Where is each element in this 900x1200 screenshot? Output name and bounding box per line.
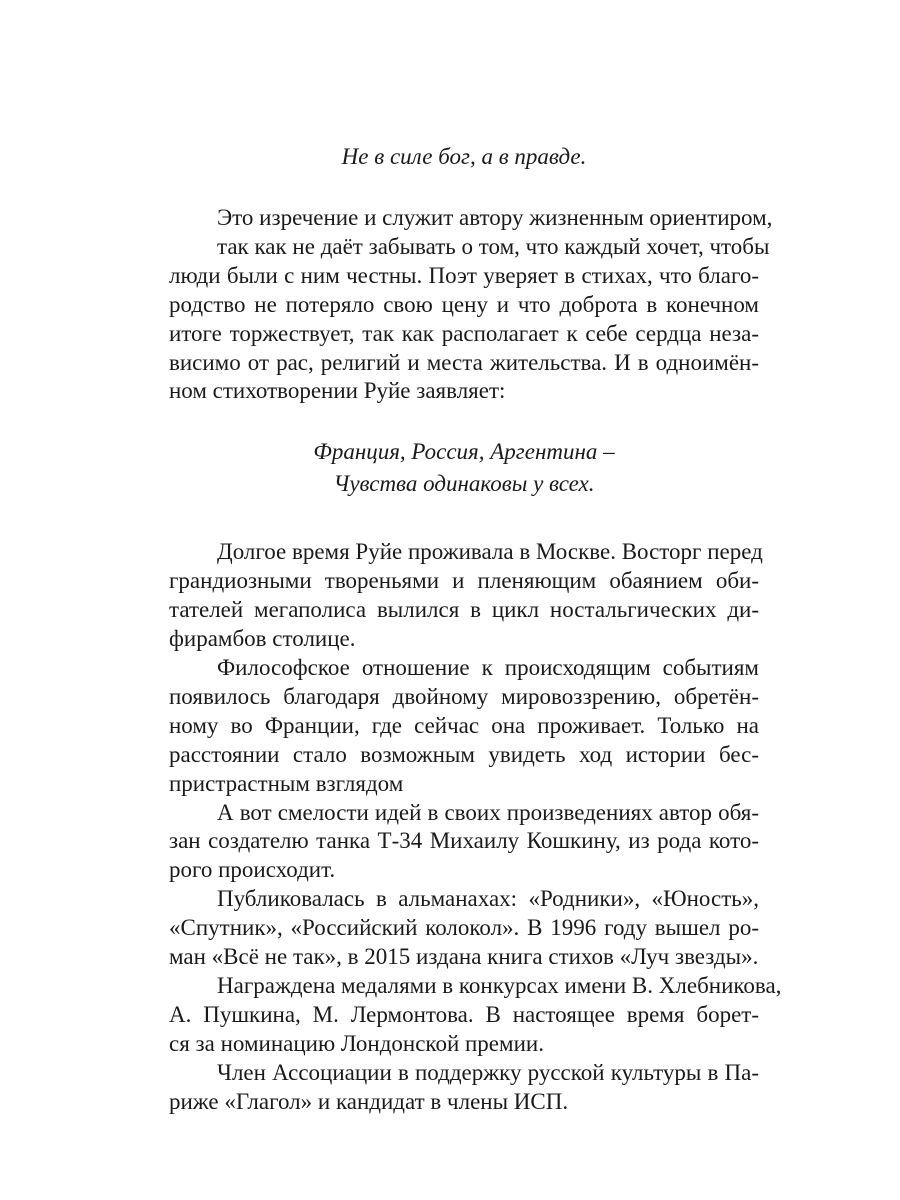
text-line: Публиковалась в альманахах: «Родники», «Юность»,	[217, 886, 759, 912]
text-line: А вот смелости идей в своих произведениях автор обя-	[217, 799, 759, 825]
text-line: так как не даёт забывать о том, что каждый хочет, чтобы	[217, 233, 770, 259]
verse-line: Франция, Россия, Аргентина –	[313, 439, 615, 465]
text-line: люди были с ним честны. Поэт уверяет в стихах, что благо-	[169, 262, 759, 288]
paragraph-membership	[169, 1059, 759, 1117]
paragraph-publications	[169, 885, 759, 972]
paragraph-koshkin	[169, 799, 759, 886]
text-line: итоге торжествует, так как располагает к себе сердца неза-	[169, 320, 759, 346]
book-page	[169, 141, 782, 1116]
verse-quote	[217, 436, 759, 500]
paragraph-awards	[169, 972, 782, 1059]
text-line: Член Ассоциации в поддержку русской культуры в Па-	[217, 1059, 759, 1085]
paragraph-motto-explanation	[169, 204, 773, 406]
text-line: родство не потеряло свою цену и что доброта в конечном	[169, 291, 759, 317]
paragraph-moscow	[169, 538, 763, 654]
text-line: ман «Всё не так», в 2015 издана книга стихов «Луч звезды».	[169, 944, 759, 970]
paragraph-philosophy	[169, 654, 759, 799]
text-line: Долгое время Руйе проживала в Москве. Восторг перед	[217, 539, 763, 565]
text-line: зан создателю танка Т-34 Михаилу Кошкину, из рода кото-	[169, 828, 759, 854]
text-line: Это изречение и служит автору жизненным ориентиром,	[217, 205, 773, 230]
text-line: Награждена медалями в конкурсах имени В. Хлебникова,	[217, 972, 782, 998]
text-line: «Спутник», «Российский колокол». В 1996 году вышел ро-	[169, 915, 759, 941]
text-line: грандиозными твореньями и пленяющим обаянием оби-	[169, 568, 759, 594]
text-line: риже «Глагол» и кандидат в члены ИСП.	[169, 1088, 569, 1114]
text-line: появилось благодаря двойному мировоззрению, обретён-	[169, 683, 759, 709]
text-line: висимо от рас, религий и места жительства. И в одноимён-	[169, 349, 759, 375]
text-line: фирамбов столице.	[169, 626, 356, 652]
text-line: пристрастным взглядом	[169, 770, 404, 796]
epigraph: Не в силе бог, а в правде.	[341, 144, 587, 169]
text-line: тателей мегаполиса вылился в цикл ностальгических ди-	[169, 597, 759, 623]
text-line: А. Пушкина, М. Лермонтова. В настоящее время борет-	[169, 1001, 759, 1027]
text-line: ному во Франции, где сейчас она проживает. Только на	[169, 712, 759, 738]
text-line: расстоянии стало возможным увидеть ход истории бес-	[169, 741, 759, 767]
text-line: ся за номинацию Лондонской премии.	[169, 1030, 544, 1056]
verse-line: Чувства одинаковы у всех.	[333, 471, 595, 497]
text-line: ном стихотворении Руйе заявляет:	[169, 378, 506, 404]
text-line: рого происходит.	[169, 857, 336, 883]
text-line: Философское отношение к происходящим событиям	[217, 654, 759, 680]
